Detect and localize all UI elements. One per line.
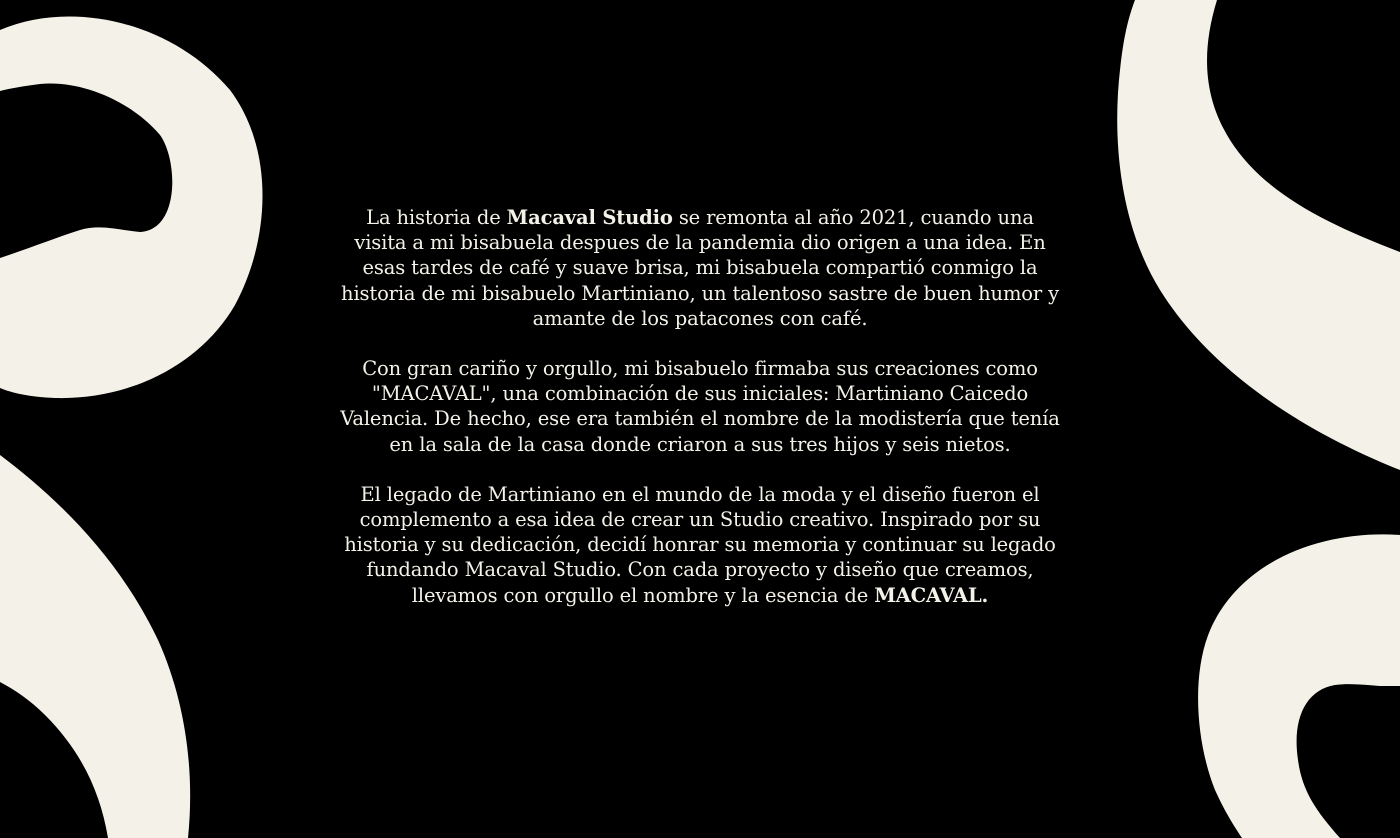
top-left-curl-shape xyxy=(0,17,263,399)
story-paragraph-2: Con gran cariño y orgullo, mi bisabuelo firmaba sus creaciones como "MACAVAL", una combinación de sus iniciales: Martiniano Caicedo Valencia. De hecho, ese era también el nombre de la modistería que tenía en la sala de la casa donde criaron a sus tres hijos y seis nietos. xyxy=(340,357,1060,456)
bottom-left-sweep-shape xyxy=(0,455,190,838)
top-right-sweep-shape xyxy=(1117,0,1400,470)
paragraph-1-intro: La historia de xyxy=(366,206,507,229)
paragraph-1-body: se remonta al año 2021, cuando una visita a mi bisabuela despues de la pandemia dio origen a una idea. En esas tardes de café y suave brisa, mi bisabuela compartió conmigo la historia de mi bisabuelo Martiniano, un talentoso sastre de buen humor y amante de los patacones con café. xyxy=(341,206,1059,330)
story-paragraph-1 xyxy=(340,205,1060,331)
story-text xyxy=(340,205,1060,633)
brand-name-closing-bold: MACAVAL. xyxy=(874,583,989,607)
story-paragraph-3 xyxy=(340,482,1060,608)
brand-name-bold: Macaval Studio xyxy=(506,206,673,229)
bottom-right-curl-shape xyxy=(1198,534,1400,838)
paragraph-3-body: El legado de Martiniano en el mundo de la moda y el diseño fueron el complemento a esa idea de crear un Studio creativo. Inspirado por su historia y su dedicación, decidí honrar su memoria y continuar su legado fundando Macaval Studio. Con cada proyecto y diseño que creamos, llevamos con orgullo el nombre y la esencia de xyxy=(344,482,1056,607)
